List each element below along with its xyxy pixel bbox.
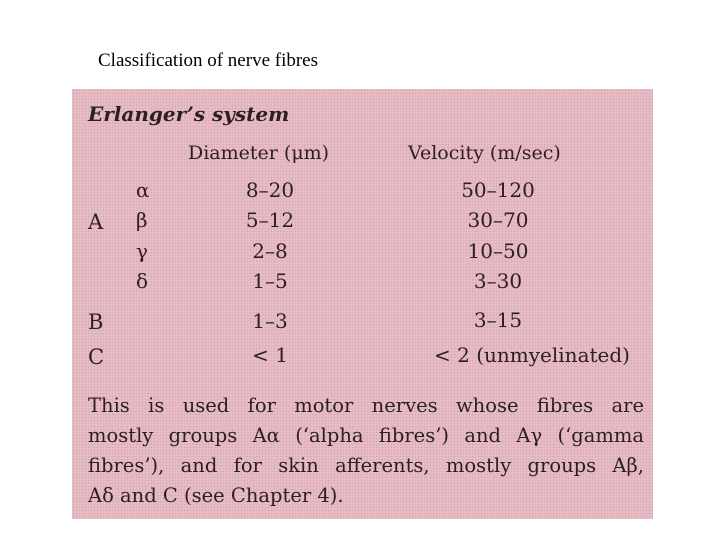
diameter-column-header: Diameter (μm): [188, 142, 330, 164]
diameter-value-a-beta: 5–12: [245, 208, 295, 232]
velocity-value-c: < 2 (unmyelinated): [434, 343, 630, 367]
slide-title: Classification of nerve fibres: [98, 50, 319, 71]
subgroup-symbol-delta: δ: [136, 269, 149, 293]
subgroup-symbol-gamma: γ: [136, 239, 148, 263]
note-line: Aδ and C (see Chapter 4).: [88, 484, 344, 507]
velocity-value-b: 3–15: [473, 308, 523, 332]
velocity-value-a-alpha: 50–120: [461, 178, 535, 202]
diameter-value-b: 1–3: [252, 309, 288, 333]
explanatory-note: [88, 391, 644, 511]
card-heading: Erlanger’s system: [88, 102, 290, 126]
erlanger-classification-card: [72, 89, 653, 519]
velocity-value-a-gamma: 10–50: [467, 239, 529, 263]
velocity-value-a-delta: 3–30: [473, 269, 523, 293]
group-letter-b: B: [88, 310, 104, 334]
note-line: This is used for motor nerves whose fibres are: [88, 394, 644, 417]
velocity-value-a-beta: 30–70: [467, 208, 529, 232]
group-letter-c: C: [88, 345, 105, 369]
diameter-value-c: < 1: [252, 343, 288, 367]
note-line: fibres’), and for skin afferents, mostly groups Aβ,: [88, 454, 644, 477]
diameter-value-a-gamma: 2–8: [252, 239, 288, 263]
group-letter-a: A: [88, 210, 104, 234]
subgroup-symbol-alpha: α: [136, 178, 150, 202]
diameter-value-a-alpha: 8–20: [245, 178, 295, 202]
velocity-column-header: Velocity (m/sec): [408, 142, 561, 164]
note-line: mostly groups Aα (‘alpha fibres’) and Aγ (‘gamma: [88, 424, 644, 447]
diameter-value-a-delta: 1–5: [252, 269, 288, 293]
subgroup-symbol-beta: β: [136, 208, 148, 232]
